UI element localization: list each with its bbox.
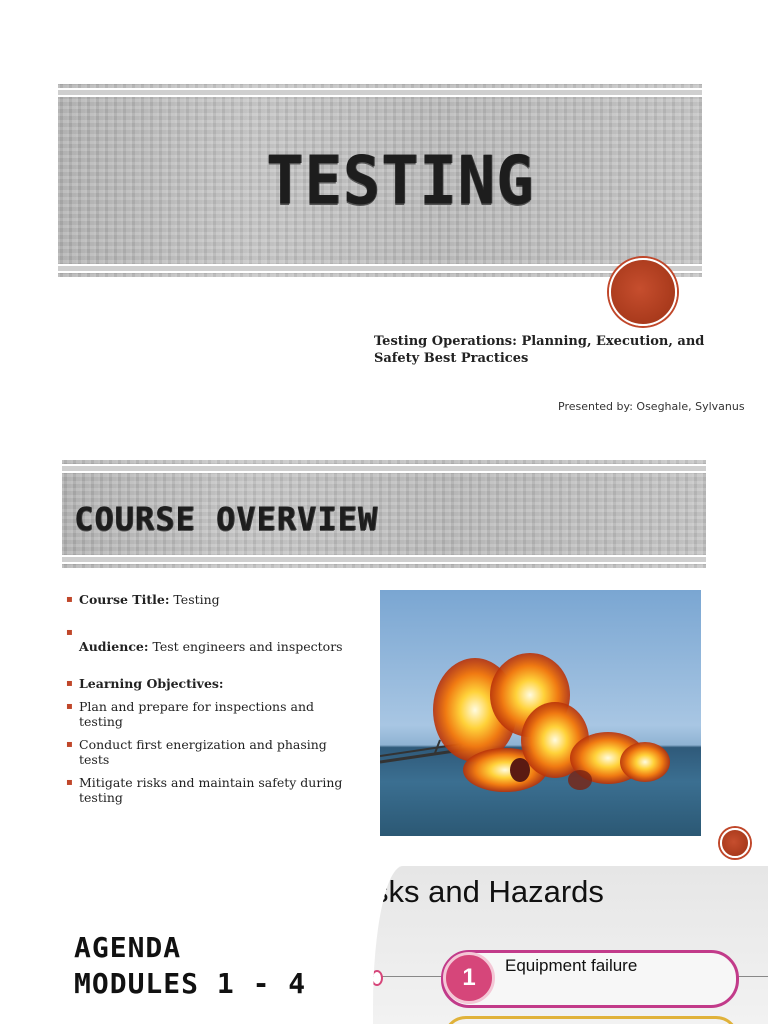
risk-item-number: 1 [462,964,476,991]
objective-item: ▪ Mitigate risks and maintain safety during testing [66,775,356,805]
presenter-line: Presented by: Oseghale, Sylvanus [558,400,745,413]
agenda-title [74,930,306,1002]
course-title-value: Testing [169,592,220,607]
audience-label: Audience: [79,639,149,654]
title-slide [0,0,768,440]
slide-subtitle: Testing Operations: Planning, Execution, and Safety Best Practices [374,334,705,366]
risks-hazards-title: sks and Hazards [373,874,604,909]
slide-title: TESTING [266,141,535,220]
course-overview-banner [62,460,706,568]
objective-item: ▪ Plan and prepare for inspections and testing [66,699,356,729]
flare-illustration [380,590,701,836]
course-title-item [66,592,356,607]
risk-connector-dot [373,970,383,986]
risks-hazards-panel [373,866,768,1024]
objective-item: ▪ Conduct first energization and phasing tests [66,737,356,767]
course-details-list [66,592,356,811]
risk-next-pill [443,1016,739,1024]
gas-flare-photo [380,590,701,836]
risk-item-number-badge [443,952,495,1004]
audience-value: Test engineers and inspectors [148,639,343,654]
course-title-label: Course Title: [79,592,170,607]
course-overview-title: COURSE OVERVIEW [74,500,378,538]
audience-item [66,625,356,654]
agenda-line-1: AGENDA [74,931,182,964]
title-banner [58,84,702,277]
objectives-heading-item [66,676,356,691]
decorative-red-circle-small [720,828,750,858]
objectives-label: Learning Objectives: [79,676,224,691]
decorative-red-circle [609,258,677,326]
agenda-line-2: MODULES 1 - 4 [74,967,307,1000]
risk-item-label: Equipment failure [505,956,638,975]
